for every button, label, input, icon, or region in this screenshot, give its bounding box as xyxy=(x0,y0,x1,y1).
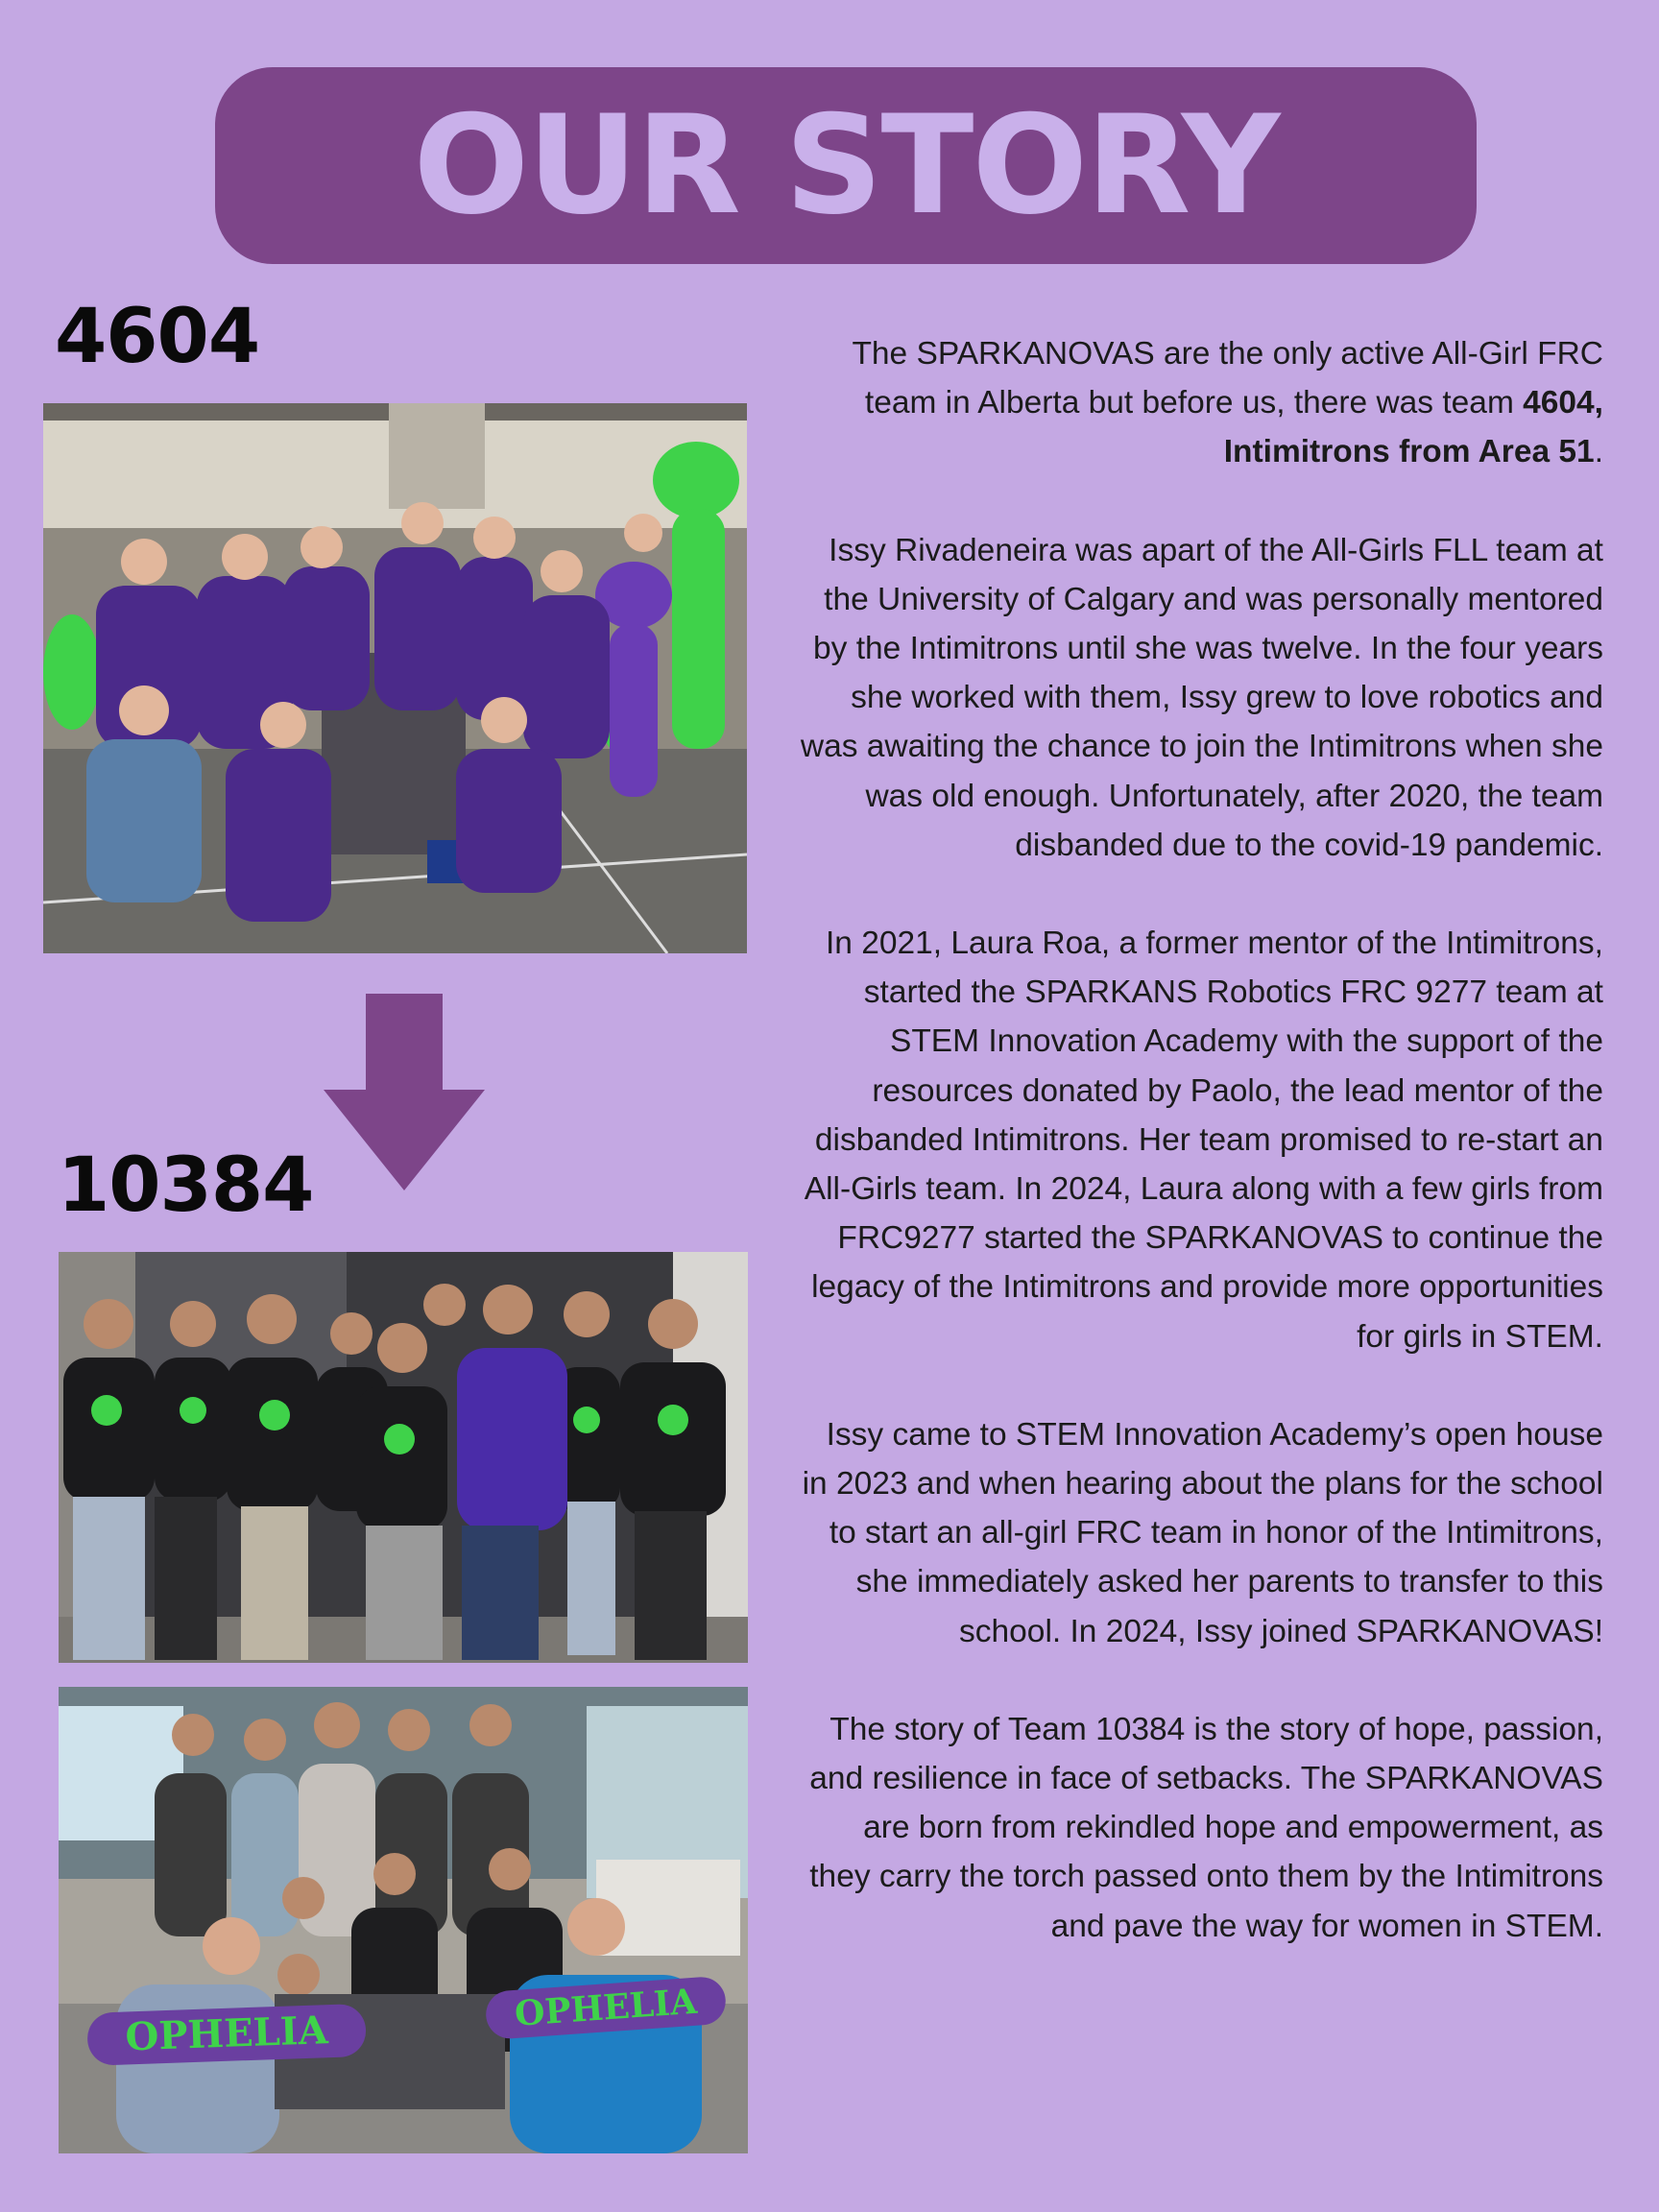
photo-illustration xyxy=(43,403,747,953)
story-p1-end: . xyxy=(1594,434,1603,470)
team-10384-photo xyxy=(59,1252,748,1663)
new-team-number: 10384 xyxy=(58,1142,314,1229)
story-paragraph-1 xyxy=(797,329,1603,477)
story-text xyxy=(797,329,1603,2000)
photo-illustration xyxy=(59,1252,748,1663)
story-paragraph-2: Issy Rivadeneira was apart of the All-Girls FLL team at the University of Calgary and was personally mentored by the Intimitrons until she was twelve. In the four years she worked with them, Issy grew to love robotics and was awaiting the chance to join the Intimitrons when she was old enough. Unfortunately, after 2020, the team disbanded due to the covid-19 pandemic. xyxy=(800,532,1603,863)
story-p1-bold: 4604, Intimitrons from Area 51 xyxy=(1223,385,1603,470)
story-paragraph-5: The story of Team 10384 is the story of hope, passion, and resilience in face of setbacks. The SPARKANOVAS are born from rekindled hope and empowerment, as they carry the torch passed onto them by the Intimitrons and pave the way for women in STEM. xyxy=(809,1711,1603,1944)
ophelia-banner-left: OPHELIA xyxy=(124,2008,329,2060)
ophelia-banner-right: OPHELIA xyxy=(513,1981,699,2034)
down-arrow-icon xyxy=(324,994,485,1190)
story-paragraph-3: In 2021, Laura Roa, a former mentor of the Intimitrons, started the SPARKANS Robotics FRC 9277 team at STEM Innovation Academy with the support of the resources donated by Paolo, the lead mentor of the disbanded Intimitrons. Her team promised to re-start an All-Girls team. In 2024, Laura along with a few girls from FRC9277 started the SPARKANOVAS to continue the legacy of the Intimitrons and provide more opportunities for girls in STEM. xyxy=(804,926,1603,1355)
story-paragraph-4: Issy came to STEM Innovation Academy’s open house in 2023 and when hearing about the plans for the school to start an all-girl FRC team in honor of the Intimitrons, she immediately asked her parents to transfer to this school. In 2024, Issy joined SPARKANOVAS! xyxy=(802,1416,1603,1649)
photo-illustration xyxy=(59,1687,748,2153)
story-p1-text: The SPARKANOVAS are the only active All-Girl FRC team in Alberta but before us, there was team xyxy=(852,336,1603,421)
old-team-number: 4604 xyxy=(55,294,260,380)
team-4604-photo xyxy=(43,403,747,953)
team-10384-workshop-photo xyxy=(59,1687,748,2153)
title-banner xyxy=(215,67,1477,264)
page-title: OUR STORY xyxy=(413,85,1279,245)
